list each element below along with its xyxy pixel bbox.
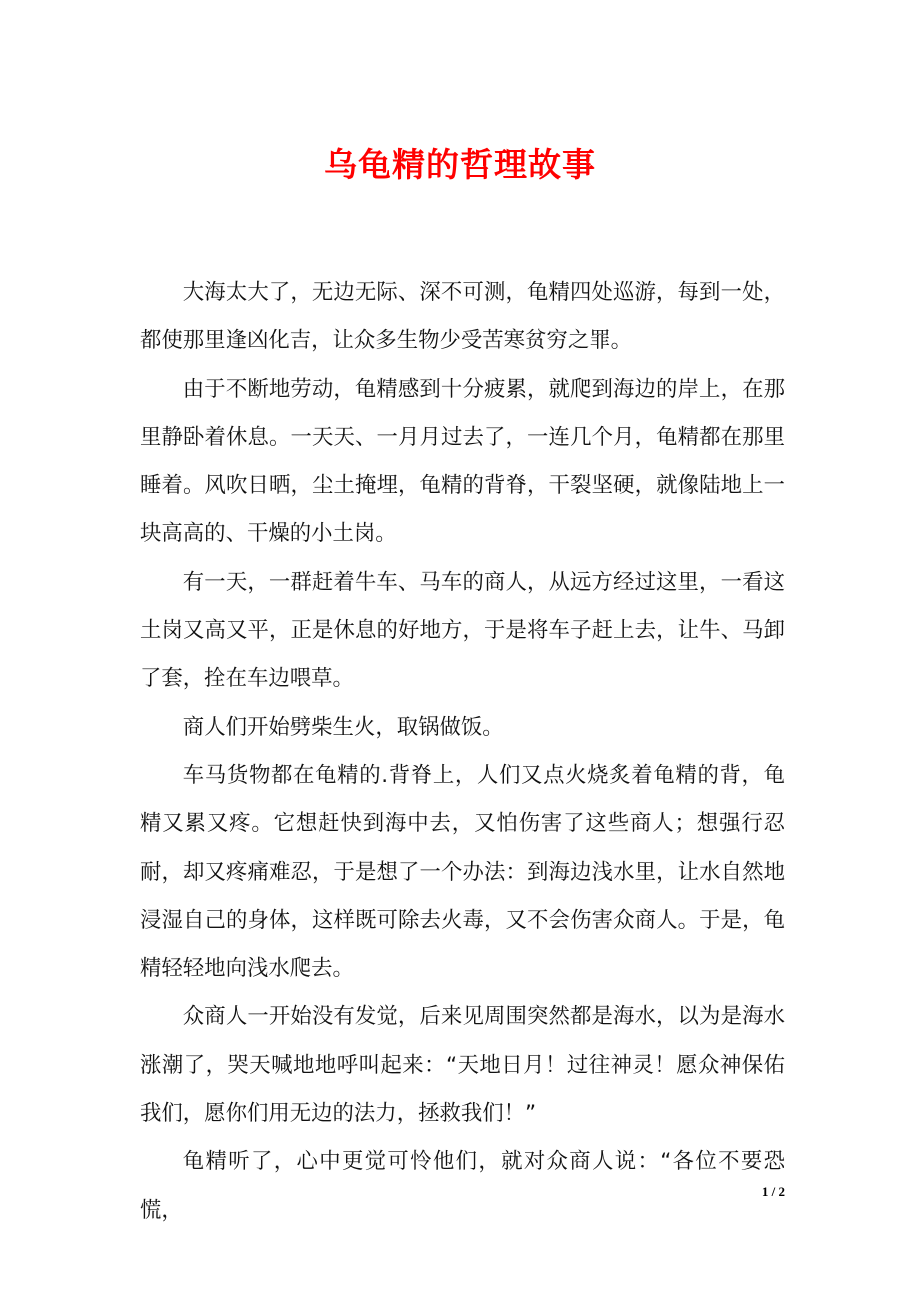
document-body bbox=[140, 269, 785, 1235]
paragraph: 车马货物都在龟精的.背脊上，人们又点火烧炙着龟精的背，龟精又累又疼。它想赶快到海中去，又怕伤害了这些商人；想强行忍耐，却又疼痛难忍，于是想了一个办法：到海边浅水里，让水自然地浸湿自己的身体，这样既可除去火毒，又不会伤害众商人。于是，龟精轻轻地向浅水爬去。 bbox=[140, 762, 785, 982]
paragraph: 大海太大了，无边无际、深不可测，龟精四处巡游，每到一处，都使那里逢凶化吉，让众多生物少受苦寒贫穷之罪。 bbox=[140, 280, 785, 354]
paragraph: 龟精听了，心中更觉可怜他们，就对众商人说：“各位不要恐慌， bbox=[140, 1149, 785, 1223]
document-title: 乌龟精的哲理故事 bbox=[324, 145, 596, 184]
paragraph: 有一天，一群赶着牛车、马车的商人，从远方经过这里，一看这土岗又高又平，正是休息的好地方，于是将车子赶上去，让牛、马卸了套，拴在车边喂草。 bbox=[140, 569, 785, 692]
paragraph: 由于不断地劳动，龟精感到十分疲累，就爬到海边的岸上，在那里静卧着休息。一天天、一月月过去了，一连几个月，龟精都在那里睡着。风吹日晒，尘土掩埋，龟精的背脊，干裂坚硬，就像陆地上一块高高的、干燥的小土岗。 bbox=[140, 376, 785, 547]
paragraph: 众商人一开始没有发觉，后来见周围突然都是海水，以为是海水涨潮了，哭天喊地地呼叫起来：“天地日月！过往神灵！愿众神保佑我们，愿你们用无边的法力，拯救我们！” bbox=[140, 1004, 785, 1127]
page-number: 1 / 2 bbox=[761, 1184, 785, 1199]
paragraph: 商人们开始劈柴生火，取锅做饭。 bbox=[182, 714, 504, 740]
